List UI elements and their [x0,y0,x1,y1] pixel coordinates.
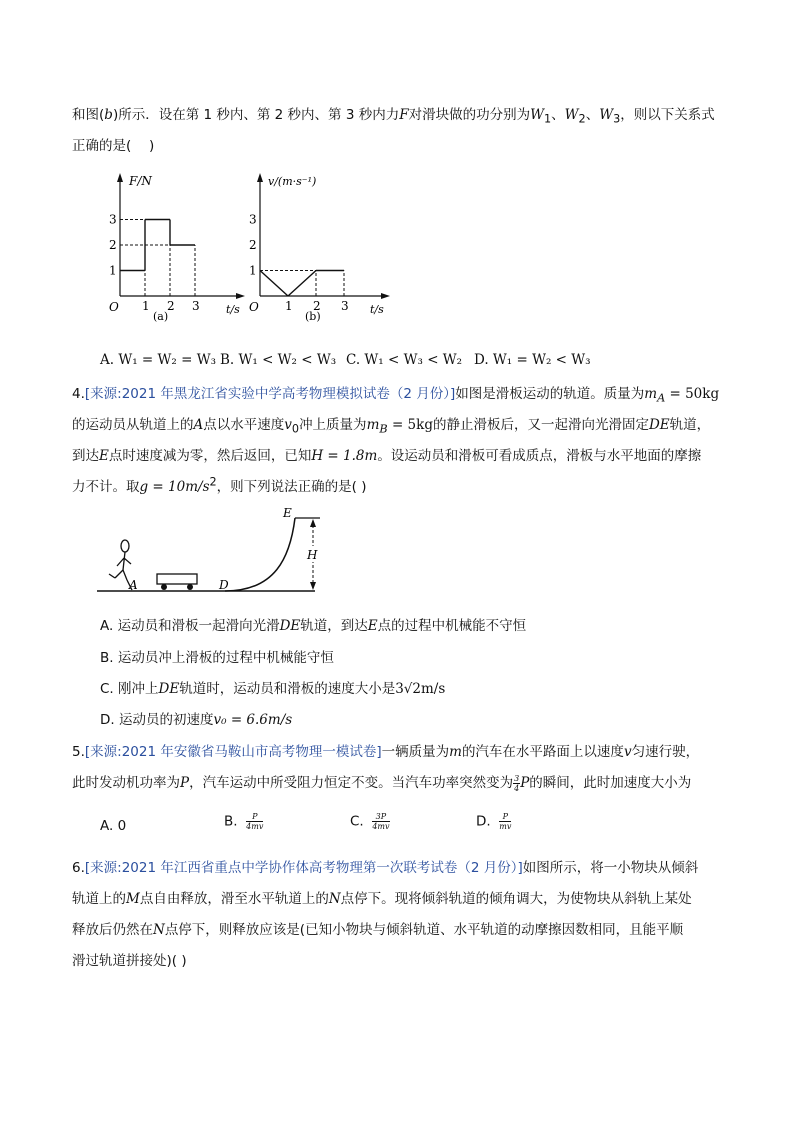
q4-option-a[interactable]: A. 运动员和滑板一起滑向光滑DE轨道，到达E点的过程中机械能不守恒 [100,618,527,634]
label-a: A [129,578,138,592]
y-tick-label-3: 3 [109,212,117,227]
q6-stem-line1: 6.[来源:2021 年江西省重点中学协作体高考物理第一次联考试卷（2 月份）]如图所示，将一小物块从倾斜 [72,860,699,876]
height-arrow-bottom [310,582,316,590]
v-segment-1 [288,271,316,297]
q5-option-c[interactable]: C. $\frac{3P}{4mv}$ [350,812,390,831]
q4-option-d[interactable]: D. 运动员的初速度v₀ = 6.6m/s [100,712,293,728]
q5-stem-line1: 5.[来源:2021 年安徽省马鞍山市高考物理一模试卷]一辆质量为m的汽车在水平路面上以速度v匀速行驶， [72,744,700,760]
height-arrow-top [310,519,316,527]
graph-a-origin: O [109,300,119,314]
y-tick-label-1: 1 [249,263,257,278]
runner-figure [109,540,132,590]
q3-option-a[interactable]: A. W₁ = W₂ = W₃ [100,352,216,368]
q3-option-d[interactable]: D. W₁ = W₂ < W₃ [474,352,591,368]
q6-stem-line4: 滑过轨道拼接处)( ) [72,953,187,969]
q5-option-b[interactable]: B. $\frac{P}{4mv}$ [224,812,264,831]
skateboard [157,574,197,584]
y-tick-label-2: 2 [109,238,117,252]
x-tick-label-3: 3 [192,299,200,313]
q4-number: 4. [72,386,85,402]
y-tick-label-2: 2 [249,238,257,252]
x-tick-label-1: 1 [285,299,293,313]
skateboard-wheel-right [187,584,193,590]
q4-stem-line1: 4.[来源:2021 年黑龙江省实验中学高考物理模拟试卷（2 月份）]如图是滑板运动的轨道。质量为$m_A = 50kg$ [72,386,720,405]
graph-a-xlabel: t/s [226,303,240,316]
graph-b-origin: O [249,300,259,314]
force-time-graph [108,168,248,323]
q4-stem-line4: 力不计。取$g = 10m/s^2$，则下列说法正确的是( ) [72,475,367,495]
q6-source: [来源:2021 年江西省重点中学协作体高考物理第一次联考试卷（2 月份）] [84,860,523,876]
skateboard-wheel-left [161,584,167,590]
graph-a-caption: (a) [153,310,169,323]
graph-b-xlabel: t/s [370,303,384,316]
graph-a-y-arrow [117,173,123,182]
y-tick-label-1: 1 [109,263,117,278]
q4-stem-line2: 的运动员从轨道上的A点以水平速度$v_0$冲上质量为$m_B = 5kg$的静止滑板后，又一起滑向光滑固定DE轨道， [72,417,711,436]
q5-number: 5. [72,744,85,760]
q4-option-c[interactable]: C. 刚冲上DE轨道时，运动员和滑板的速度大小是3√2m/s [100,681,446,697]
q4-option-b[interactable]: B. 运动员冲上滑板的过程中机械能守恒 [100,650,334,666]
v-segment-0 [260,271,288,297]
graph-b-ylabel: v/(m·s⁻¹) [268,175,317,188]
q3-option-b[interactable]: B. W₁ < W₂ < W₃ [220,352,337,368]
velocity-time-graph [248,168,398,323]
curved-track-de [225,518,295,591]
graph-b-y-arrow [257,173,263,182]
q4-source: [来源:2021 年黑龙江省实验中学高考物理模拟试卷（2 月份）] [84,386,456,402]
q6-stem-line3: 释放后仍然在N点停下，则释放应该是(已知小物块与倾斜轨道、水平轨道的动摩擦因数相同，且能平顺 [72,922,684,938]
y-tick-label-3: 3 [249,212,257,227]
label-d: D [219,578,229,592]
graph-a-x-arrow [236,293,245,299]
q5-option-d[interactable]: D. $\frac{P}{mv}$ [476,812,512,831]
q5-source: [来源:2021 年安徽省马鞍山市高考物理一模试卷] [84,744,382,760]
x-tick-label-3: 3 [341,299,349,313]
q4-stem-line3: 到达E点时速度减为零，然后返回，已知H = 1.8m。设运动员和滑板可看成质点，滑板与水平地面的摩擦 [72,448,702,464]
q3-stem-line1: 和图(b)所示．设在第 1 秒内、第 2 秒内、第 3 秒内力F对滑块做的功分别为$W_1$、$W_2$、$W_3$，则以下关系式 [72,107,715,126]
label-e: E [283,508,292,520]
q5-option-a[interactable]: A. 0 [100,818,127,834]
graph-a-ylabel: F/N [129,174,152,188]
x-tick-label-2: 2 [167,299,175,313]
x-tick-label-1: 1 [142,299,150,313]
graph-b-caption: (b) [305,310,321,323]
x-tick-label-2: 2 [313,299,321,313]
graph-b-x-arrow [381,293,390,299]
q3-option-c[interactable]: C. W₁ < W₃ < W₂ [346,352,463,368]
q6-stem-line2: 轨道上的M点自由释放，滑至水平轨道上的N点停下。现将倾斜轨道的倾角调大，为使物块从斜轨上某处 [72,891,692,907]
q6-number: 6. [72,860,85,876]
fraction-three-quarters: $\frac{3}{4}$ [514,773,520,793]
q3-stem-line2: 正确的是( ) [72,138,155,154]
skate-track-figure [95,508,335,598]
q5-stem-line2: 此时发动机功率为P，汽车运动中所受阻力恒定不变。当汽车功率突然变为 $\frac{3}{4}$ P的瞬间，此时加速度大小为 [72,773,692,793]
label-h: H [307,548,318,562]
